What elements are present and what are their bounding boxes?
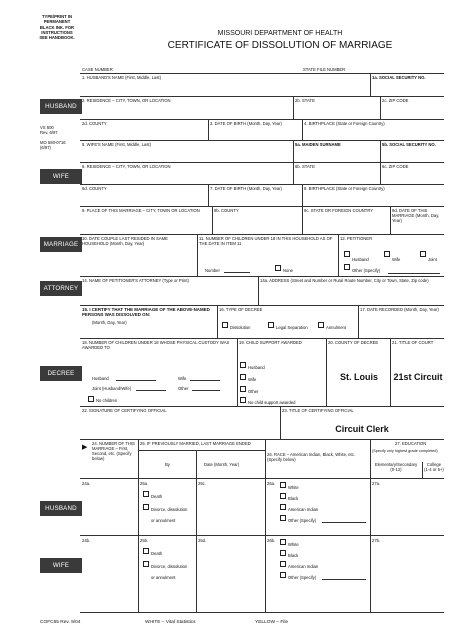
field-25c-label: 25c. (198, 481, 206, 486)
field-9-label: 9. PLACE OF THIS MARRIAGE – CITY, TOWN OR LOCATION (82, 208, 200, 213)
field-1-label: 1. HUSBAND'S NAME (First, Middle, Last) (82, 75, 161, 80)
field-5a-label: 5a. MAIDEN SURNAME (295, 142, 341, 147)
field-18-label: 18. NUMBER OF CHILDREN UNDER 18 WHOSE PHYSICAL CUSTODY WAS AWARDED TO (82, 340, 230, 350)
petitioner-joint-label: Joint (428, 257, 437, 262)
field-24-label: 24. NUMBER OF THIS MARRIAGE – First, Second, etc. (Specify below) (92, 441, 135, 461)
wife-other-checkbox[interactable] (280, 572, 286, 578)
field-2d-label: 2d. COUNTY (82, 121, 107, 126)
field-25b-label: 25b. (140, 538, 149, 543)
field-25a-label: 25a. (140, 481, 149, 486)
section-wife: WIFE (40, 169, 82, 184)
annulment-label: Annulment (326, 325, 347, 330)
petitioner-other-checkbox[interactable] (344, 264, 350, 270)
field-9c-label: 9c. STATE OR FOREIGN COUNTRY (304, 208, 374, 213)
wife-american-indian-label: American Indian (288, 564, 319, 569)
field-27-sublabel: (Specify only highest grade completed) (372, 449, 438, 453)
field-26-label: 26. RACE – American Indian, Black, White, etc. (Specify below) (267, 452, 355, 462)
section-husband-history: HUSBAND (40, 501, 82, 516)
field-27a-label: 27a. (372, 481, 381, 486)
field-24b-label: 24b. (82, 538, 91, 543)
certifying-title-value: Circuit Clerk (335, 424, 389, 434)
field-3-label: 3. DATE OF BIRTH (Month, Day, Year) (210, 121, 282, 126)
section-husband: HUSBAND (40, 99, 82, 114)
state-file-number-label: STATE FILE NUMBER (303, 67, 346, 72)
husband-american-indian-checkbox[interactable] (280, 504, 286, 510)
field-14-label: 14. NAME OF PETITIONER'S ATTORNEY (Type or Print) (82, 278, 189, 283)
field-9b-label: 9b. COUNTY (214, 208, 239, 213)
wife-annulment-label: or annulment (151, 575, 176, 580)
dissolution-label: Dissolution (230, 325, 251, 330)
husband-death-checkbox[interactable] (143, 491, 149, 497)
field-5b-label: 5b. SOCIAL SECURITY NO. (382, 142, 436, 147)
field-10-label: 10. DATE COUPLE LAST RESIDED IN SAME HOUSEHOLD (Month, Day, Year) (82, 236, 168, 246)
legal-separation-checkbox[interactable] (268, 322, 274, 328)
husband-other-checkbox[interactable] (280, 515, 286, 521)
support-husband-label: Husband (248, 365, 265, 370)
field-27-label: 27. EDUCATION (395, 441, 427, 446)
field-21-label: 21. TITLE OF COURT (392, 340, 434, 345)
field-4-label: 4. BIRTHPLACE (State or Foreign Country) (304, 121, 385, 126)
none-checkbox[interactable] (275, 265, 281, 271)
field-24a-label: 24a. (82, 481, 91, 486)
date-label: Date (Month, Year) (204, 462, 240, 467)
field-26a-label: 26a. (267, 481, 276, 486)
field-2c-label: 2c. ZIP CODE (382, 98, 409, 103)
custody-joint-label: Joint (Husband/Wife) (92, 386, 132, 391)
field-20-label: 20. COUNTY OF DECREE (328, 340, 379, 345)
husband-divorce-label: Divorce, dissolution (151, 507, 188, 512)
petitioner-husband-label: Husband (352, 257, 369, 262)
wife-american-indian-checkbox[interactable] (280, 561, 286, 567)
support-other-checkbox[interactable] (240, 386, 246, 392)
signature-field[interactable] (82, 415, 278, 437)
husband-black-checkbox[interactable] (280, 493, 286, 499)
petitioner-wife-label: Wife (392, 257, 401, 262)
annulment-checkbox[interactable] (318, 322, 324, 328)
petitioner-husband-checkbox[interactable] (344, 251, 350, 257)
section-decree: DECREE (40, 366, 82, 381)
wife-other-label: Other (Specify) (288, 575, 317, 580)
field-7-label: 7. DATE OF BIRTH (Month, Day, Year) (210, 186, 282, 191)
dissolution-checkbox[interactable] (222, 322, 228, 328)
field-14a-label: 14a. ADDRESS (Street and Number or Rural Route Number, City or Town, State, Zip code) (260, 278, 429, 283)
no-children-label: No children (96, 398, 118, 403)
petitioner-joint-checkbox[interactable] (420, 251, 426, 257)
section-wife-history: WIFE (40, 558, 82, 573)
field-25d-label: 25d. (198, 538, 207, 543)
field-16-label: 16. TYPE OF DECREE (219, 307, 263, 312)
field-19-label: 19. CHILD SUPPORT AWARDED (239, 340, 302, 345)
footer-white-copy: WHITE – Vital Statistics (145, 620, 196, 625)
field-6-label: 6. RESIDENCE – CITY, TOWN, OR LOCATION (82, 164, 171, 169)
husband-american-indian-label: American Indian (288, 507, 319, 512)
field-2b-label: 2b. STATE (295, 98, 315, 103)
form-title: CERTIFICATE OF DISSOLUTION OF MARRIAGE (167, 40, 393, 51)
wife-death-checkbox[interactable] (143, 548, 149, 554)
field-5-label: 5. WIFE'S NAME (First, Middle, Last) (82, 142, 151, 147)
husband-other-label: Other (Specify) (288, 518, 317, 523)
footer-yellow-copy: YELLOW – File (255, 620, 289, 625)
section-attorney: ATTORNEY (40, 281, 82, 296)
wife-black-label: Black (288, 553, 299, 558)
by-label: By (165, 462, 170, 467)
field-1a-label: 1a. SOCIAL SECURITY NO. (372, 75, 426, 80)
petitioner-other-label: Other (Specify) (352, 268, 381, 273)
no-support-checkbox[interactable] (240, 397, 246, 403)
field-9d-label: 9d. DATE OF THIS MARRIAGE (Month, Day, Year) (392, 208, 440, 223)
custody-other-label: Other (178, 386, 189, 391)
husband-name-input[interactable] (82, 82, 368, 95)
form-id-vs: VS 600 (40, 125, 54, 130)
no-children-checkbox[interactable] (88, 396, 94, 402)
form-id-mo: MO 580-0716 (40, 140, 66, 145)
husband-death-label: Death (151, 494, 163, 499)
petitioner-wife-checkbox[interactable] (384, 251, 390, 257)
arrow-icon: ▶ (82, 444, 88, 451)
no-support-label: No child support awarded (248, 400, 296, 405)
instructions-text: TYPE/PRINT IN PERMANENT BLACK INK. FOR INSTRUCTIONS SEE HANDBOOK. (39, 14, 75, 41)
field-6d-label: 6d. COUNTY (82, 186, 107, 191)
field-6c-label: 6c. ZIP CODE (382, 164, 409, 169)
wife-white-checkbox[interactable] (280, 539, 286, 545)
support-wife-label: Wife (248, 377, 257, 382)
field-2-label: 2. RESIDENCE – CITY, TOWN, OR LOCATION (82, 98, 171, 103)
field-17-label: 17. DATE RECORDED (Month, Day, Year) (360, 307, 439, 312)
support-other-label: Other (248, 389, 259, 394)
field-27b-label: 27b. (372, 538, 381, 543)
field-22-label: 22. SIGNATURE OF CERTIFYING OFFICIAL (82, 408, 167, 413)
support-husband-checkbox[interactable] (240, 362, 246, 368)
field-12-label: 12. PETITIONER (340, 236, 373, 241)
form-id-mo-date: (6/97) (40, 145, 51, 150)
custody-husband-label: Husband (92, 376, 109, 381)
field-25-label: 25. IF PREVIOUSLY MARRIED, LAST MARRIAGE ENDED (140, 441, 251, 446)
field-8-label: 8. BIRTHPLACE (State or Foreign Country) (304, 186, 385, 191)
field-15-label: 15. I CERTIFY THAT THE MARRIAGE OF THE ABOVE-NAMED PERSONS WAS DISSOLVED ON: (82, 307, 210, 317)
education-elementary-label: Elementary/Secondary (0-12) (374, 462, 418, 472)
field-6b-label: 6b. STATE (295, 164, 315, 169)
department-name: MISSOURI DEPARTMENT OF HEALTH (217, 30, 343, 37)
wife-divorce-checkbox[interactable] (143, 561, 149, 567)
section-marriage: MARRIAGE (40, 237, 82, 252)
wife-death-label: Death (151, 551, 163, 556)
field-23-label: 23. TITLE OF CERTIFYING OFFICIAL (282, 408, 354, 413)
wife-white-label: White (288, 542, 299, 547)
county-of-decree-value: St. Louis (340, 372, 378, 382)
none-label: None (283, 268, 294, 273)
footer-form-id: COFC65 Rev. 9/04 (40, 620, 81, 625)
wife-black-checkbox[interactable] (280, 550, 286, 556)
support-wife-checkbox[interactable] (240, 374, 246, 380)
husband-black-label: Black (288, 496, 299, 501)
wife-divorce-label: Divorce, dissolution (151, 564, 188, 569)
husband-white-label: White (288, 485, 299, 490)
education-college-label: College (1-4 or 5+) (424, 462, 444, 472)
field-11-number-label: Number (205, 268, 220, 273)
field-26b-label: 26b. (267, 538, 276, 543)
field-15-sublabel: (Month, Day, Year) (92, 320, 127, 325)
title-of-court-value: 21st Circuit (393, 372, 443, 382)
husband-white-checkbox[interactable] (280, 482, 286, 488)
husband-divorce-checkbox[interactable] (143, 504, 149, 510)
form-id-rev: Rev. 6/97 (40, 130, 58, 135)
legal-separation-label: Legal Separation (276, 325, 308, 330)
case-number-label: CASE NUMBER (82, 67, 113, 72)
field-11-label: 11. NUMBER OF CHILDREN UNDER 18 IN THIS HOUSEHOLD AS OF THE DATE IN ITEM 11 (199, 236, 333, 246)
husband-annulment-label: or annulment (151, 518, 176, 523)
custody-wife-label: Wife (178, 376, 187, 381)
husband-ssn-input[interactable] (372, 82, 442, 95)
